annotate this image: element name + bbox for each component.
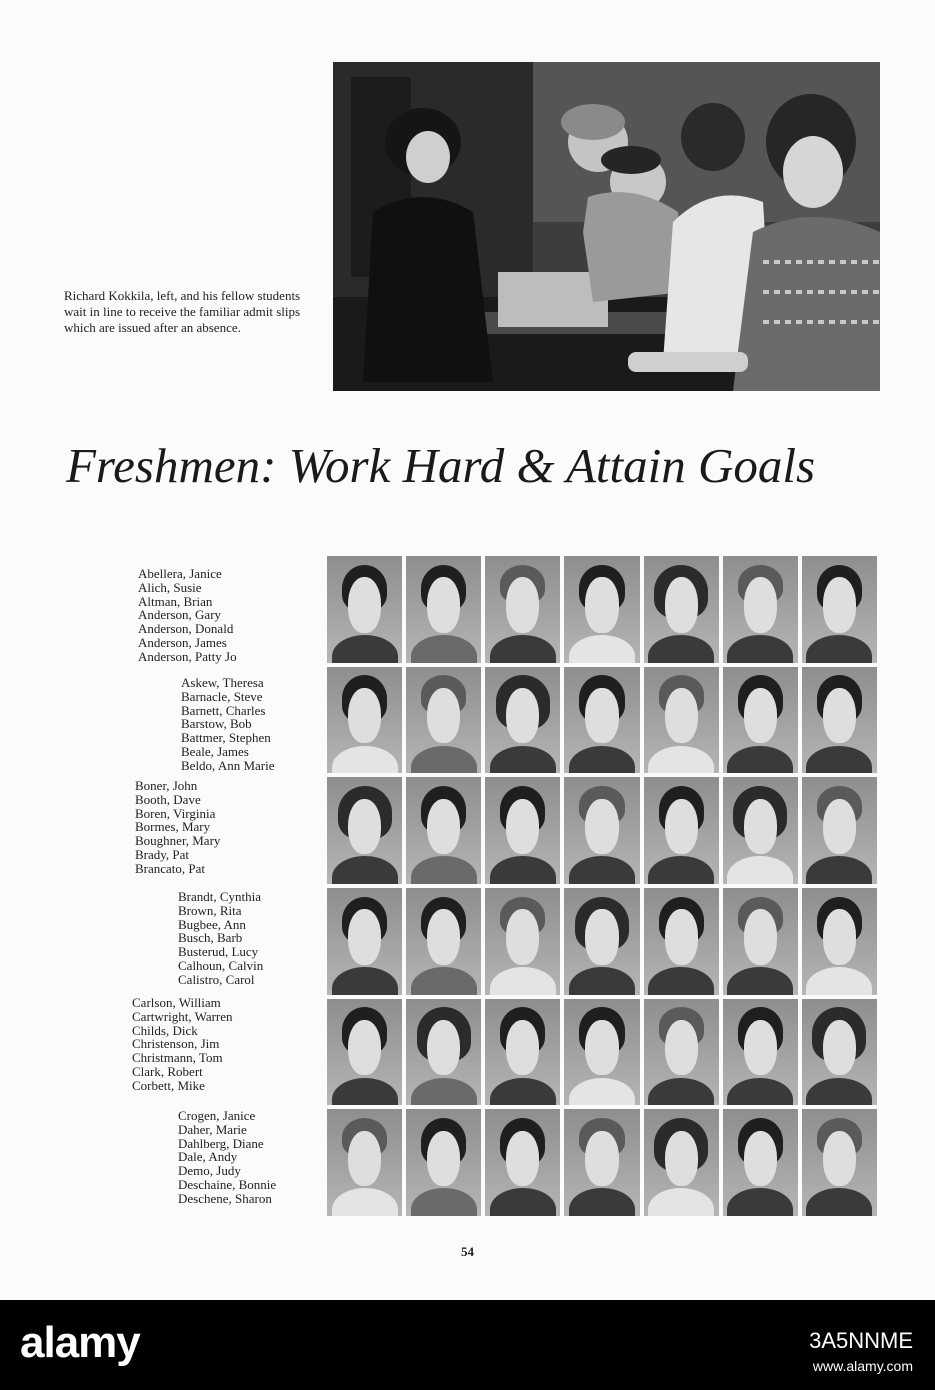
student-portrait xyxy=(485,777,560,884)
portrait-face xyxy=(585,909,618,964)
portrait-face xyxy=(823,577,856,632)
student-portrait xyxy=(406,777,481,884)
student-name: Altman, Brian xyxy=(138,593,213,609)
student-portrait xyxy=(723,888,798,995)
portrait-face xyxy=(585,688,618,743)
portrait-face xyxy=(744,688,777,743)
portrait-face xyxy=(585,799,618,854)
portrait-shoulders xyxy=(332,1078,398,1106)
portrait-shoulders xyxy=(727,746,793,774)
student-name: Cartwright, Warren xyxy=(132,1008,233,1024)
name-list-row-6 xyxy=(178,1109,276,1206)
photo-caption: Richard Kokkila, left, and his fellow students wait in line to receive the familiar admit slips which are issued after an absence. xyxy=(64,288,301,335)
portrait-shoulders xyxy=(411,967,477,995)
portrait-face xyxy=(506,1020,539,1075)
portrait-face xyxy=(744,799,777,854)
portrait-shoulders xyxy=(332,1188,398,1216)
name-list-row-3 xyxy=(135,779,220,876)
portrait-shoulders xyxy=(648,856,714,884)
student-name: Busch, Barb xyxy=(178,930,243,946)
student-name: Christmann, Tom xyxy=(132,1050,223,1066)
candid-photo xyxy=(333,62,880,391)
portrait-shoulders xyxy=(727,967,793,995)
student-portrait xyxy=(564,667,639,774)
student-name: Abellera, Janice xyxy=(138,566,222,581)
portrait-shoulders xyxy=(806,746,872,774)
student-portrait xyxy=(406,556,481,663)
page-title: Freshmen: Work Hard & Attain Goals xyxy=(66,438,816,493)
portrait-shoulders xyxy=(569,967,635,995)
portrait-shoulders xyxy=(569,1188,635,1216)
portrait-face xyxy=(427,1020,460,1075)
student-portrait xyxy=(564,999,639,1106)
portrait-face xyxy=(427,799,460,854)
student-portrait xyxy=(406,888,481,995)
student-portrait xyxy=(723,999,798,1106)
portrait-face xyxy=(506,688,539,743)
portrait-face xyxy=(823,688,856,743)
portrait-face xyxy=(665,1020,698,1075)
student-name: Anderson, Patty Jo xyxy=(138,648,237,664)
student-portrait xyxy=(485,999,560,1106)
student-name: Alich, Susie xyxy=(138,579,202,595)
student-portrait xyxy=(406,999,481,1106)
portrait-shoulders xyxy=(569,746,635,774)
portrait-face xyxy=(348,909,381,964)
student-portrait xyxy=(564,1109,639,1216)
student-name: Deschene, Sharon xyxy=(178,1190,272,1206)
student-name: Christenson, Jim xyxy=(132,1036,220,1052)
name-list-row-2 xyxy=(181,676,275,773)
portrait-shoulders xyxy=(648,967,714,995)
portrait-face xyxy=(665,688,698,743)
portrait-shoulders xyxy=(648,1078,714,1106)
portrait-face xyxy=(585,1020,618,1075)
student-portrait xyxy=(723,1109,798,1216)
student-portrait xyxy=(644,777,719,884)
student-portrait xyxy=(802,556,877,663)
portrait-face xyxy=(348,577,381,632)
portrait-shoulders xyxy=(332,967,398,995)
student-portrait xyxy=(327,888,402,995)
student-name: Calhoun, Calvin xyxy=(178,957,264,973)
portrait-face xyxy=(427,909,460,964)
student-name: Anderson, Gary xyxy=(138,607,222,623)
student-name: Brandt, Cynthia xyxy=(178,889,262,904)
student-portrait xyxy=(485,667,560,774)
student-name: Carlson, William xyxy=(132,995,221,1010)
portrait-face xyxy=(665,799,698,854)
student-portrait xyxy=(327,999,402,1106)
portrait-face xyxy=(427,577,460,632)
student-name: Busterud, Lucy xyxy=(178,944,259,960)
student-portrait xyxy=(802,999,877,1106)
student-name: Anderson, Donald xyxy=(138,621,234,637)
student-name: Askew, Theresa xyxy=(181,675,264,690)
student-portrait xyxy=(485,1109,560,1216)
student-name: Anderson, James xyxy=(138,634,227,650)
name-list-row-5 xyxy=(132,996,233,1093)
page-number: 54 xyxy=(461,1244,474,1259)
portrait-shoulders xyxy=(411,635,477,663)
name-list-row-1 xyxy=(138,567,237,664)
student-name: Crogen, Janice xyxy=(178,1108,256,1123)
student-portrait xyxy=(564,777,639,884)
student-portrait xyxy=(327,667,402,774)
student-name: Daher, Marie xyxy=(178,1121,247,1137)
student-portrait xyxy=(327,777,402,884)
student-portrait xyxy=(327,556,402,663)
portrait-shoulders xyxy=(332,746,398,774)
portrait-shoulders xyxy=(569,856,635,884)
portrait-shoulders xyxy=(490,1078,556,1106)
portrait-shoulders xyxy=(490,635,556,663)
student-name: Battmer, Stephen xyxy=(181,730,271,746)
student-name: Boren, Virginia xyxy=(135,805,216,821)
portrait-face xyxy=(427,1131,460,1186)
portrait-shoulders xyxy=(490,746,556,774)
student-name: Calistro, Carol xyxy=(178,971,255,987)
student-name: Dale, Andy xyxy=(178,1149,238,1165)
portrait-face xyxy=(427,688,460,743)
name-list-row-4 xyxy=(178,890,263,987)
portrait-shoulders xyxy=(569,635,635,663)
portrait-face xyxy=(585,577,618,632)
portrait-shoulders xyxy=(490,967,556,995)
student-portrait xyxy=(644,667,719,774)
portrait-shoulders xyxy=(727,1078,793,1106)
portrait-shoulders xyxy=(806,1188,872,1216)
portrait-face xyxy=(585,1131,618,1186)
student-name: Bormes, Mary xyxy=(135,819,211,835)
candid-photo-illustration xyxy=(333,62,880,391)
student-portrait xyxy=(406,1109,481,1216)
portrait-shoulders xyxy=(411,1078,477,1106)
portrait-face xyxy=(823,1020,856,1075)
portrait-shoulders xyxy=(727,1188,793,1216)
portrait-shoulders xyxy=(648,746,714,774)
student-portrait xyxy=(723,556,798,663)
student-portrait xyxy=(723,667,798,774)
portrait-face xyxy=(665,909,698,964)
student-name: Beldo, Ann Marie xyxy=(181,757,275,773)
student-portrait xyxy=(802,667,877,774)
student-name: Brancato, Pat xyxy=(135,860,206,876)
portrait-shoulders xyxy=(411,856,477,884)
portrait-face xyxy=(348,1020,381,1075)
student-portrait xyxy=(802,1109,877,1216)
student-name: Beale, James xyxy=(181,743,249,759)
student-name: Booth, Dave xyxy=(135,791,201,807)
student-portrait xyxy=(485,888,560,995)
portrait-face xyxy=(665,1131,698,1186)
student-portrait xyxy=(644,1109,719,1216)
portrait-face xyxy=(506,577,539,632)
portrait-shoulders xyxy=(411,746,477,774)
portrait-shoulders xyxy=(490,1188,556,1216)
student-portrait xyxy=(802,777,877,884)
student-name: Clark, Robert xyxy=(132,1063,203,1079)
student-name: Brown, Rita xyxy=(178,902,242,918)
portrait-face xyxy=(348,799,381,854)
portrait-face xyxy=(348,1131,381,1186)
student-name: Childs, Dick xyxy=(132,1022,198,1038)
portrait-face xyxy=(506,799,539,854)
student-name: Brady, Pat xyxy=(135,846,190,862)
student-portrait xyxy=(723,777,798,884)
portrait-face xyxy=(506,1131,539,1186)
portrait-shoulders xyxy=(648,635,714,663)
student-name: Boughner, Mary xyxy=(135,833,221,849)
portrait-shoulders xyxy=(569,1078,635,1106)
student-portrait xyxy=(644,999,719,1106)
portrait-face xyxy=(744,1131,777,1186)
portrait-face xyxy=(665,577,698,632)
student-portrait xyxy=(327,1109,402,1216)
student-portrait xyxy=(802,888,877,995)
student-name: Demo, Judy xyxy=(178,1163,241,1179)
student-portrait xyxy=(564,888,639,995)
student-portrait xyxy=(485,556,560,663)
portrait-face xyxy=(823,909,856,964)
portrait-shoulders xyxy=(806,1078,872,1106)
portrait-face xyxy=(823,1131,856,1186)
portrait-face xyxy=(744,577,777,632)
portrait-shoulders xyxy=(806,635,872,663)
student-name: Barstow, Bob xyxy=(181,716,252,732)
portrait-face xyxy=(744,909,777,964)
student-name: Corbett, Mike xyxy=(132,1077,205,1093)
alamy-logo: alamy xyxy=(20,1318,140,1367)
footer-url: www.alamy.com xyxy=(812,1358,913,1374)
portrait-shoulders xyxy=(332,635,398,663)
portrait-shoulders xyxy=(332,856,398,884)
student-name: Bugbee, Ann xyxy=(178,916,246,932)
student-name: Barnacle, Steve xyxy=(181,688,263,704)
watermark-bar xyxy=(0,1300,935,1390)
portrait-face xyxy=(823,799,856,854)
portrait-shoulders xyxy=(490,856,556,884)
portrait-shoulders xyxy=(806,856,872,884)
student-portrait xyxy=(644,888,719,995)
student-portrait xyxy=(564,556,639,663)
image-id: 3A5NNME xyxy=(809,1328,913,1353)
student-name: Boner, John xyxy=(135,778,198,793)
portrait-grid xyxy=(327,556,877,1216)
student-portrait xyxy=(644,556,719,663)
portrait-shoulders xyxy=(727,856,793,884)
portrait-shoulders xyxy=(648,1188,714,1216)
student-name: Barnett, Charles xyxy=(181,702,266,718)
portrait-shoulders xyxy=(411,1188,477,1216)
student-name: Dahlberg, Diane xyxy=(178,1135,264,1151)
student-name: Deschaine, Bonnie xyxy=(178,1176,277,1192)
portrait-shoulders xyxy=(806,967,872,995)
portrait-face xyxy=(506,909,539,964)
portrait-shoulders xyxy=(727,635,793,663)
portrait-face xyxy=(348,688,381,743)
portrait-face xyxy=(744,1020,777,1075)
student-portrait xyxy=(406,667,481,774)
